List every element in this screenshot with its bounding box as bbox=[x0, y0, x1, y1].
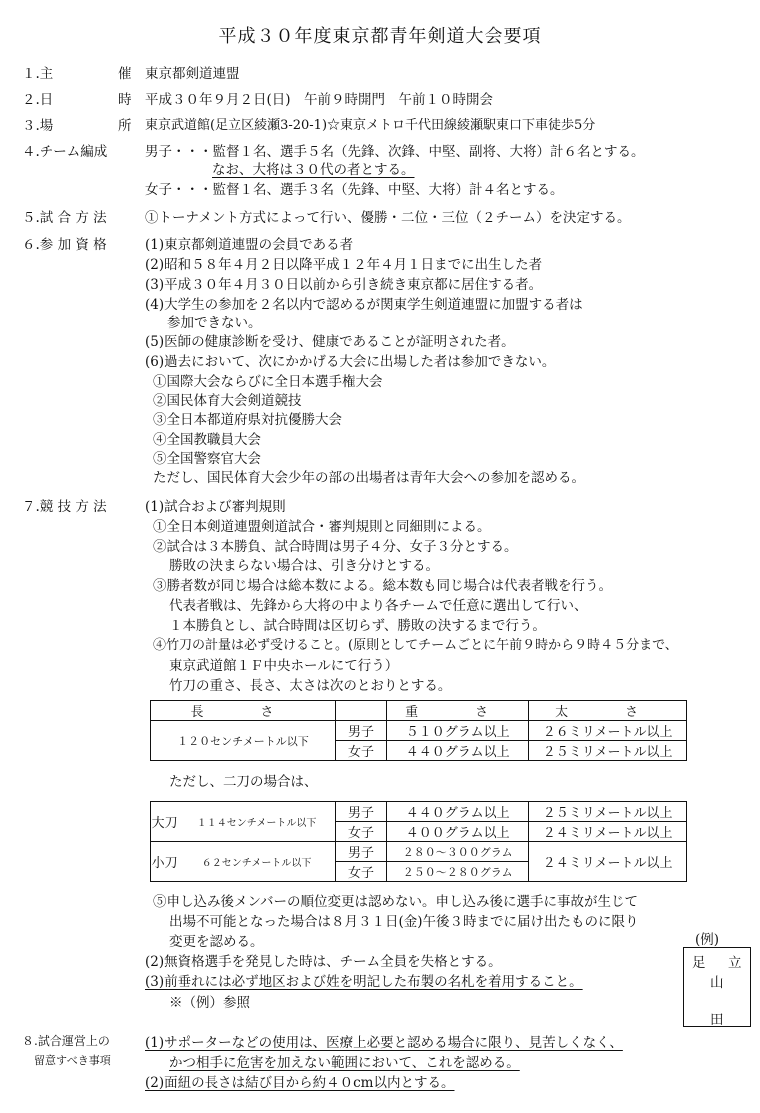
section-6-line: ①国際大会ならびに全日本選手権大会 bbox=[153, 374, 383, 390]
table-cell: ２５ミリメートル以上 bbox=[529, 802, 687, 822]
table-header: 太 さ bbox=[529, 701, 687, 721]
section-6-line: (1)東京都剣道連盟の会員である者 bbox=[145, 237, 354, 253]
example-label: (例) bbox=[695, 932, 720, 948]
table-cell: ２４ミリメートル以上 bbox=[529, 822, 687, 842]
table-cell: 女子 bbox=[335, 741, 386, 761]
table-header: 長 さ bbox=[151, 701, 336, 721]
section-7-line: 変更を認める。 bbox=[169, 934, 264, 950]
section-7-line: ③勝者数が同じ場合は総本数による。総本数も同じ場合は代表者戦を行う。 bbox=[153, 578, 612, 594]
table-cell: 男子 bbox=[335, 721, 386, 741]
section-3-number: ３.場 bbox=[22, 118, 54, 134]
section-6-line: ただし、国民体育大会少年の部の出場者は青年大会への参加を認める。 bbox=[153, 470, 585, 486]
table-cell: ４４０グラム以上 bbox=[387, 802, 529, 822]
section-8-line: かつ相手に危害を加えない範囲において、これを認める。 bbox=[169, 1055, 520, 1071]
section-6-line: (6)過去において、次にかかげる大会に出場した者は参加できない。 bbox=[145, 354, 556, 370]
table-cell: ６２センチメートル以下 bbox=[178, 842, 335, 882]
table-cell: ２８０～３００グラム bbox=[387, 842, 529, 862]
example-char: 足 bbox=[692, 955, 706, 971]
table-row bbox=[151, 721, 687, 741]
section-6-line: (4)大学生の参加を２名以内で認めるが関東学生剣道連盟に加盟する者は bbox=[145, 297, 583, 313]
table-cell: 男子 bbox=[335, 802, 386, 822]
section-2-text: 平成３０年９月２日(日) 午前９時開門 午前１０時開会 bbox=[145, 92, 494, 108]
example-char: 田 bbox=[710, 1012, 724, 1028]
nitou-spec-table bbox=[150, 801, 687, 882]
section-6-line: 参加できない。 bbox=[167, 315, 262, 331]
section-7-line: 東京武道館１Ｆ中央ホールにて行う） bbox=[169, 658, 399, 674]
section-7-line: (3)前垂れには必ず地区および姓を明記した布製の名札を着用すること。 bbox=[145, 974, 583, 990]
section-6-number: ６.参 加 資 格 bbox=[22, 237, 107, 253]
section-1-text: 東京都剣道連盟 bbox=[145, 66, 240, 82]
table-row bbox=[151, 701, 687, 721]
section-7-line: 竹刀の重さ、長さ、太さは次のとおりとする。 bbox=[169, 678, 452, 694]
section-7-line: １本勝負とし、試合時間は区切らず、勝敗の決するまで行う。 bbox=[169, 618, 546, 634]
section-6-line: ②国民体育大会剣道競技 bbox=[153, 393, 302, 409]
table-cell: ２６ミリメートル以上 bbox=[529, 721, 687, 741]
shinai-spec-table bbox=[150, 700, 687, 761]
section-7-line: 勝敗の決まらない場合は、引き分けとする。 bbox=[169, 558, 439, 574]
section-7-line: ※（例）参照 bbox=[169, 995, 250, 1011]
table-header: 重 さ bbox=[387, 701, 529, 721]
section-6-line: ④全国教職員大会 bbox=[153, 432, 261, 448]
section-6-line: ⑤全国警察官大会 bbox=[153, 451, 261, 467]
section-1-label: 催 bbox=[118, 66, 132, 82]
section-3-text: 東京武道館(足立区綾瀬3-20-1)☆東京メトロ千代田線綾瀬駅東口下車徒歩5分 bbox=[145, 118, 596, 133]
table-cell: ２５ミリメートル以上 bbox=[529, 741, 687, 761]
section-7-line: 代表者戦は、先鋒から大将の中より各チームで任意に選出して行い、 bbox=[169, 598, 588, 614]
section-8-label: 留意すべき事項 bbox=[34, 1054, 111, 1067]
table-cell: ４００グラム以上 bbox=[387, 822, 529, 842]
section-8-number: ８.試合運営上の bbox=[22, 1034, 110, 1048]
section-3-label: 所 bbox=[118, 118, 132, 134]
section-2-number: ２.日 bbox=[22, 92, 54, 108]
example-name-tag bbox=[683, 947, 751, 1027]
section-2-label: 時 bbox=[118, 92, 132, 108]
example-char: 山 bbox=[710, 975, 724, 991]
section-7-line: (2)無資格選手を発見した時は、チーム全員を失格とする。 bbox=[145, 954, 502, 970]
table-row bbox=[151, 802, 687, 822]
section-7-line: (1)試合および審判規則 bbox=[145, 499, 286, 515]
example-char: 立 bbox=[728, 955, 742, 971]
table-cell: ５１０グラム以上 bbox=[387, 721, 529, 741]
section-6-line: (2)昭和５８年４月２日以降平成１２年４月１日までに出生した者 bbox=[145, 257, 543, 273]
table-cell: １２０センチメートル以下 bbox=[151, 721, 336, 761]
table-cell: 男子 bbox=[335, 842, 386, 862]
table-cell: 大刀 bbox=[151, 802, 179, 842]
section-6-line: ③全日本都道府県対抗優勝大会 bbox=[153, 412, 342, 428]
table-row bbox=[151, 842, 687, 862]
table-cell: 女子 bbox=[335, 862, 386, 882]
table-cell: ２４ミリメートル以上 bbox=[529, 842, 687, 882]
section-8-line: (1)サポーターなどの使用は、医療上必要と認める場合に限り、見苦しくなく、 bbox=[145, 1035, 623, 1051]
section-5-text: ①トーナメント方式によって行い、優勝・二位・三位（２チーム）を決定する。 bbox=[145, 210, 631, 226]
section-7-line: ⑤申し込み後メンバーの順位変更は認めない。申し込み後に選手に事故が生じて bbox=[153, 894, 639, 910]
section-8-line: (2)面紐の長さは結び目から約４０cm以内とする。 bbox=[145, 1075, 455, 1091]
section-4-number: ４.チーム編成 bbox=[22, 144, 108, 160]
table-cell: ４４０グラム以上 bbox=[387, 741, 529, 761]
section-4-line: 女子・・・監督１名、選手３名（先鋒、中堅、大将）計４名とする。 bbox=[145, 182, 564, 198]
section-4-line: なお、大将は３０代の者とする。 bbox=[212, 162, 415, 178]
section-7-line: ②試合は３本勝負、試合時間は男子４分、女子３分とする。 bbox=[153, 539, 518, 555]
table-cell: 小刀 bbox=[151, 842, 179, 882]
section-7-line: ①全日本剣道連盟剣道試合・審判規則と同細則による。 bbox=[153, 519, 491, 535]
section-7-number: ７.競 技 方 法 bbox=[22, 499, 107, 515]
table-cell: ２５０～２８０グラム bbox=[387, 862, 529, 882]
section-6-line: (5)医師の健康診断を受け、健康であることが証明された者。 bbox=[145, 334, 515, 350]
section-1-number: １.主 bbox=[22, 66, 54, 82]
section-4-line: 男子・・・監督１名、選手５名（先鋒、次鋒、中堅、副将、大将）計６名とする。 bbox=[145, 144, 645, 160]
section-5-number: ５.試 合 方 法 bbox=[22, 210, 107, 226]
section-7-line: ④竹刀の計量は必ず受けること。(原則としてチームごとに午前９時から９時４５分まで、 bbox=[153, 638, 678, 653]
nitou-note: ただし、二刀の場合は、 bbox=[169, 774, 318, 790]
document-title: 平成３０年度東京都青年剣道大会要項 bbox=[218, 26, 542, 47]
table-cell: １１４センチメートル以下 bbox=[178, 802, 335, 842]
section-7-line: 出場不可能となった場合は８月３１日(金)午後３時までに届け出たものに限り bbox=[169, 914, 639, 930]
table-cell: 女子 bbox=[335, 822, 386, 842]
section-6-line: (3)平成３０年４月３０日以前から引き続き東京都に居住する者。 bbox=[145, 277, 543, 293]
